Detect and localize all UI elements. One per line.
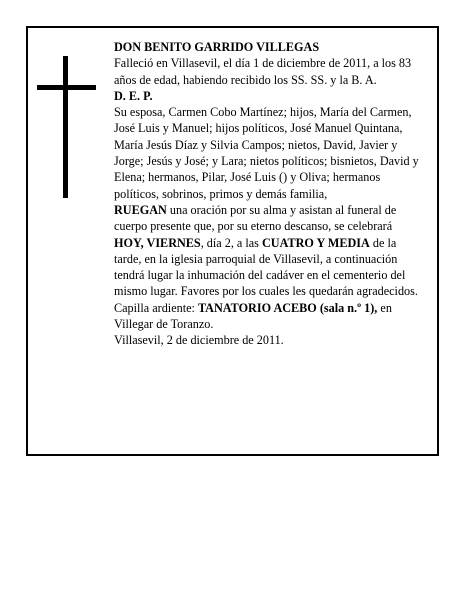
obituary-text [114,39,422,349]
deceased-name: DON BENITO GARRIDO VILLEGAS [114,40,320,54]
funeral-time: CUATRO Y MEDIA [261,235,370,250]
chapel-location: TANATORIO ACEBO (sala n.º 1), [197,300,378,315]
family-list: Su esposa, Carmen Cobo Martínez; hijos, María del Carmen, José Luis y Manuel; hijos políticos, José Manuel Quintana, María Jesús Díaz y Silvia Campos; nietos, David, Javier y Jorge; Jesús y José; y Lara; nietos políticos; bisnietos, David y Elena; hermanos, Pilar, José Luis () y Oliva; hermanos políticos, sobrinos, primos y demás familia, [114,105,419,201]
dep-abbreviation: D. E. P. [114,88,153,103]
funeral-day: HOY, VIERNES [114,235,201,250]
place-date: Villasevil, 2 de diciembre de 2011. [114,333,284,348]
ruegan-word: RUEGAN [114,202,167,217]
cross-icon-vertical-bar [63,56,68,198]
cross-icon-horizontal-bar [37,85,96,90]
death-announcement: Falleció en Villasevil, el día 1 de diciembre de 2011, a los 83 años de edad, habiendo recibido los SS. SS. y la B. A. [114,56,412,87]
funeral-request: RUEGAN una oración por su alma y asistan al funeral de cuerpo presente que, por su eterno descanso, se celebrará HOY, VIERNES, día 2, a las CUATRO Y MEDIA de la tarde, en la iglesia parroquial de Villasevil, a continuación tendrá lugar la inhumación del cadáver en el cementerio del mismo lugar. Favores por los cuales les quedarán agradecidos. Capilla ardiente: TANATORIO ACEBO (sala n.º 1), en Villegar de Toranzo. [114,202,418,332]
